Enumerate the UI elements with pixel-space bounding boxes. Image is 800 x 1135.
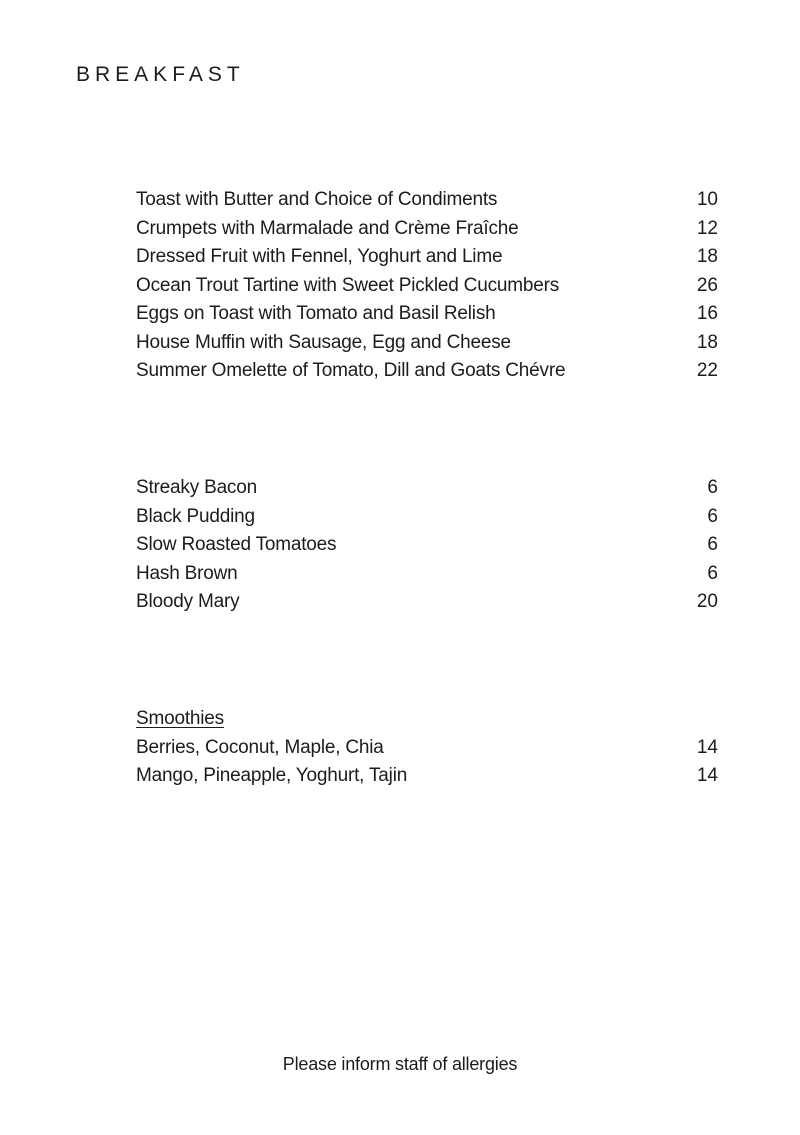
item-name: Mango, Pineapple, Yoghurt, Tajin: [136, 765, 408, 786]
item-name: Summer Omelette of Tomato, Dill and Goats Chévre: [136, 360, 566, 381]
item-name: Ocean Trout Tartine with Sweet Pickled Cucumbers: [136, 274, 560, 296]
item-price: 14: [696, 765, 718, 786]
item-price: 10: [696, 189, 718, 210]
menu-section-sides: [136, 474, 718, 617]
menu-item-row: [136, 588, 718, 617]
item-name: Dressed Fruit with Fennel, Yoghurt and Lime: [136, 246, 503, 267]
allergy-notice: Please inform staff of allergies: [282, 1054, 518, 1074]
menu-item-row: [136, 762, 718, 791]
item-price: 22: [696, 360, 718, 381]
menu-item-row: [136, 531, 718, 560]
menu-item-row: [136, 503, 718, 532]
item-price: 12: [696, 217, 718, 239]
item-price: 6: [707, 477, 718, 498]
item-price: 16: [696, 303, 718, 324]
item-price: 18: [696, 331, 718, 353]
menu-item-row: [136, 243, 718, 272]
menu-section-breakfast-items: [136, 186, 718, 386]
item-price: 26: [696, 274, 718, 296]
item-price: 6: [707, 505, 718, 527]
item-price: 14: [696, 736, 718, 758]
item-name: Bloody Mary: [136, 591, 240, 612]
menu-item-row: [136, 474, 718, 503]
menu-item-row: [136, 215, 718, 244]
menu-section-smoothies: [136, 705, 718, 791]
menu-item-row: [136, 186, 718, 215]
section-heading-smoothies: Smoothies: [136, 708, 224, 729]
item-name: Streaky Bacon: [136, 477, 257, 498]
menu-item-row: [136, 300, 718, 329]
item-price: 18: [696, 246, 718, 267]
item-price: 6: [707, 534, 718, 555]
item-name: House Muffin with Sausage, Egg and Cheese: [136, 331, 511, 353]
item-price: 20: [696, 591, 718, 612]
item-name: Black Pudding: [136, 505, 255, 527]
menu-item-row: [136, 272, 718, 301]
item-name: Crumpets with Marmalade and Crème Fraîche: [136, 217, 519, 239]
item-price: 6: [707, 562, 718, 584]
page-title: BREAKFAST: [76, 63, 245, 86]
item-name: Eggs on Toast with Tomato and Basil Relish: [136, 303, 496, 324]
menu-item-row: [136, 734, 718, 763]
item-name: Slow Roasted Tomatoes: [136, 534, 337, 555]
section-heading-row: [136, 705, 718, 734]
menu-item-row: [136, 357, 718, 386]
menu-item-row: [136, 560, 718, 589]
item-name: Toast with Butter and Choice of Condiments: [136, 189, 498, 210]
item-name: Hash Brown: [136, 562, 238, 584]
menu-item-row: [136, 329, 718, 358]
item-name: Berries, Coconut, Maple, Chia: [136, 736, 384, 758]
